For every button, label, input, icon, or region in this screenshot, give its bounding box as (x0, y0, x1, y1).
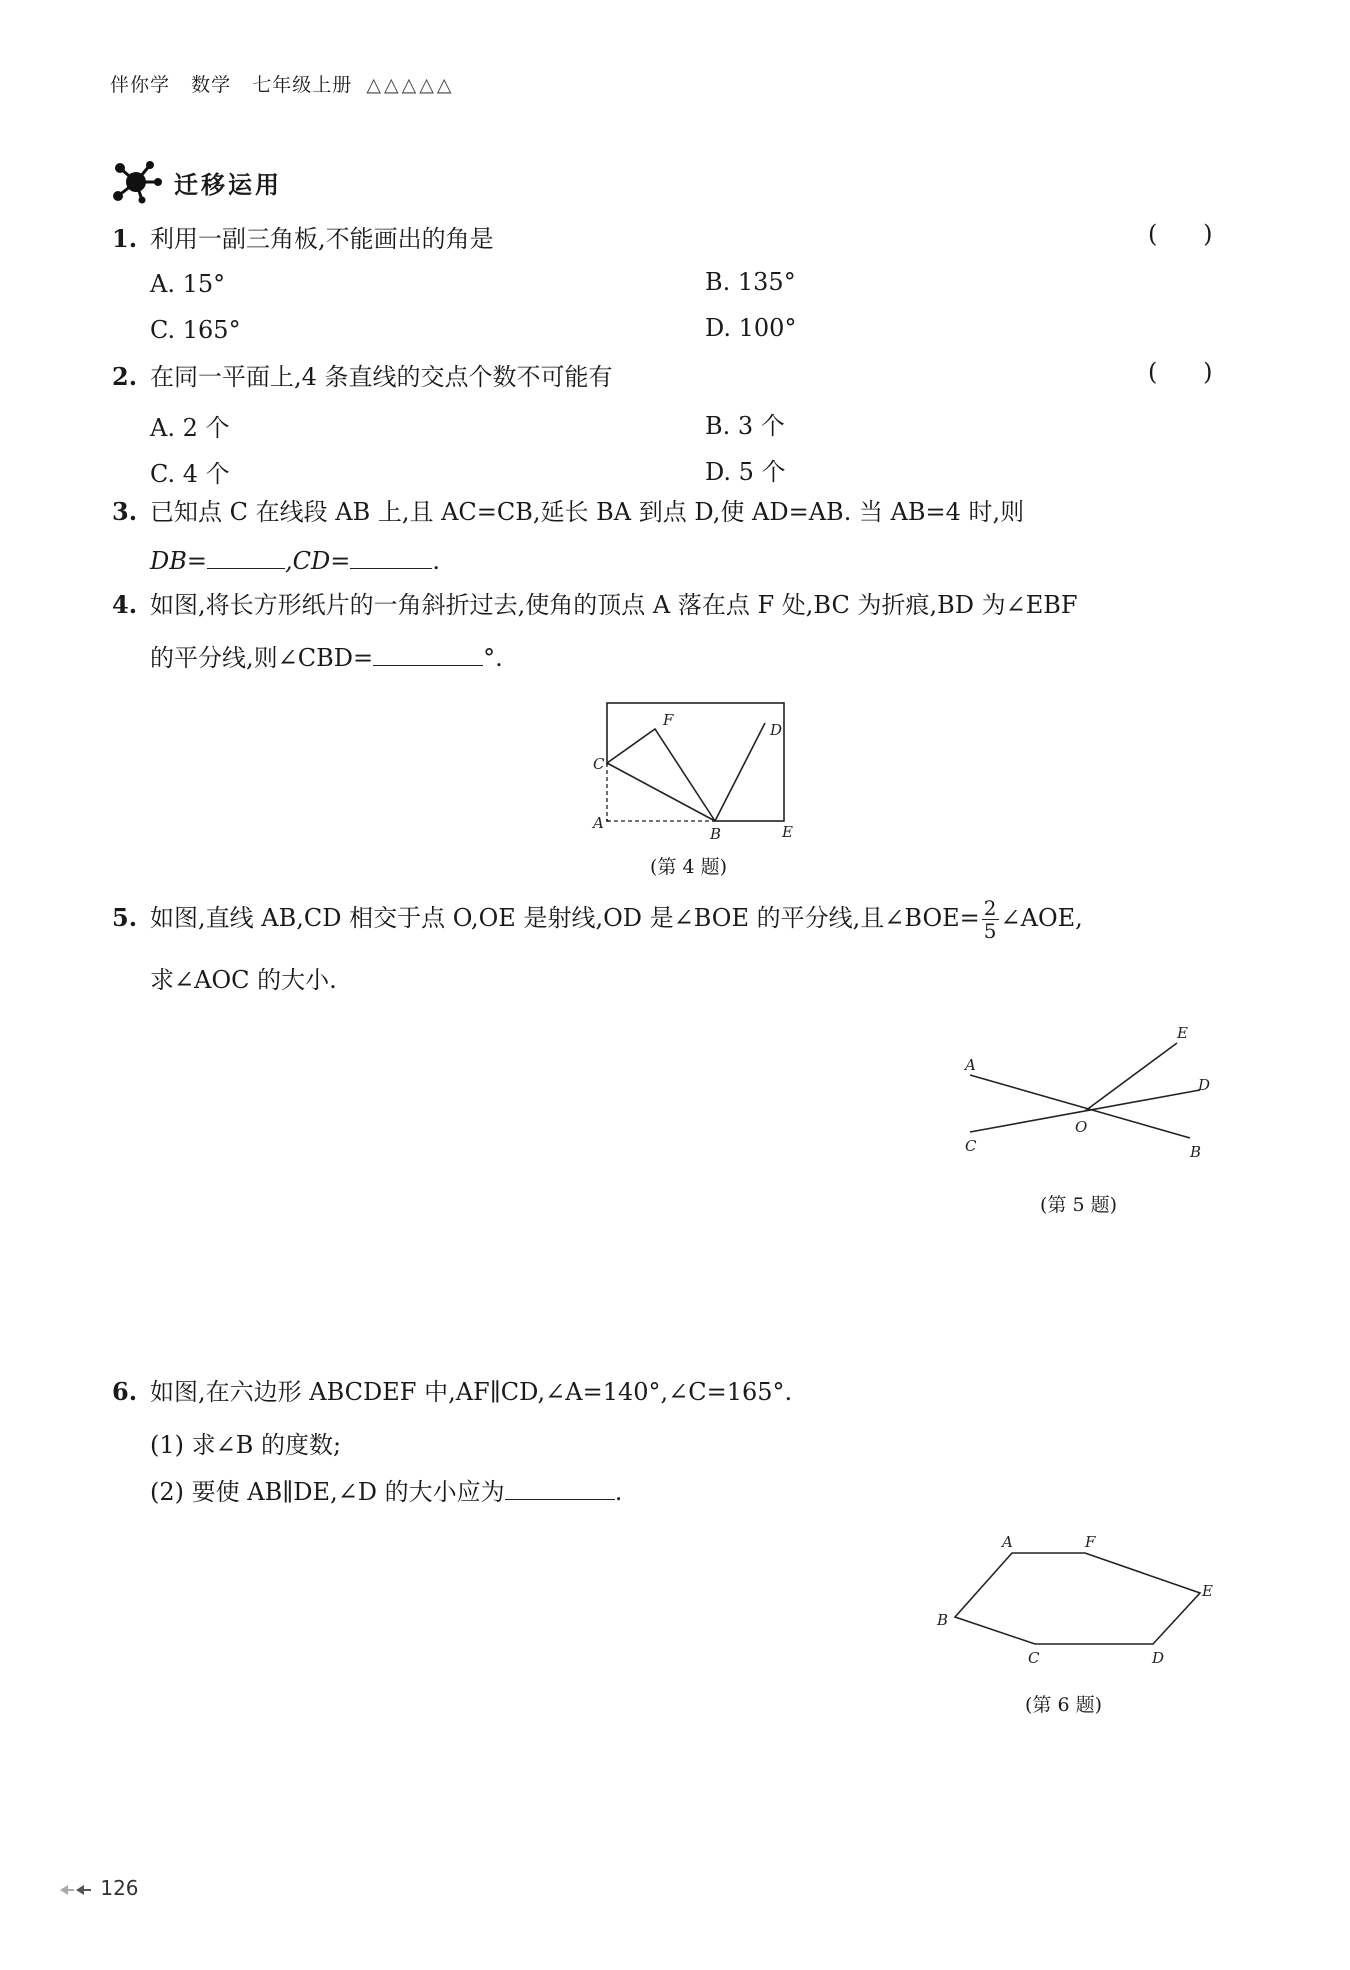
option-c: C. 165° (150, 316, 241, 344)
option-a: A. 15° (150, 270, 226, 298)
label-d: D (1198, 1076, 1211, 1094)
answer-bracket: ( ) (1148, 220, 1213, 248)
db-answer-blank[interactable] (207, 546, 285, 569)
period: . (614, 1478, 623, 1506)
angle-d-answer-blank[interactable] (505, 1477, 615, 1500)
question-text: 的平分线,则∠CBD= (150, 644, 374, 672)
question-6-part-2 (150, 1472, 622, 1507)
question-text: 如图,直线 AB,CD 相交于点 O,OE 是射线,OD 是∠BOE 的平分线,且∠BOE= (150, 904, 980, 932)
figure-6-caption: (第 6 题) (1025, 1694, 1102, 1716)
label-e: E (1202, 1582, 1213, 1600)
label-b: B (937, 1611, 949, 1629)
db-label: DB= (150, 547, 207, 575)
molecule-icon (112, 160, 164, 204)
grade: 七年级上册 (252, 74, 353, 96)
question-text: 利用一副三角板,不能画出的角是 (150, 225, 494, 253)
answer-bracket: ( ) (1148, 358, 1213, 386)
label-d: D (770, 721, 783, 739)
question-2 (112, 362, 613, 392)
question-number: 1. (112, 224, 138, 253)
question-number: 5. (112, 903, 138, 932)
rectangle-paper (607, 703, 784, 821)
question-1 (112, 224, 494, 254)
question-6-part-1: (1) 求∠B 的度数; (150, 1431, 342, 1459)
option-b: B. 3 个 (705, 412, 785, 440)
label-c: C (965, 1137, 977, 1155)
book-name: 伴你学 (110, 74, 171, 96)
question-number: 6. (112, 1377, 138, 1406)
question-5 (112, 897, 1083, 942)
question-4 (112, 590, 1078, 620)
label-a: A (1002, 1533, 1013, 1551)
page-number-area (60, 1876, 139, 1900)
figure-5-caption: (第 5 题) (1040, 1194, 1117, 1216)
option-c: C. 4 个 (150, 460, 230, 488)
question-text-tail: ∠AOE, (1000, 904, 1083, 932)
section-title: 迁移运用 (174, 170, 282, 199)
double-arrow-icon (60, 1883, 94, 1897)
figure-6-diagram (930, 1530, 1230, 1670)
question-5-line-2: 求∠AOC 的大小. (150, 966, 337, 994)
bisector-bd (715, 723, 765, 821)
label-o: O (1075, 1118, 1088, 1136)
label-f: F (663, 711, 674, 729)
hexagon-abcdef (955, 1553, 1200, 1644)
label-f: F (1085, 1533, 1096, 1551)
figure-4-diagram (585, 695, 805, 845)
question-3 (112, 497, 1024, 527)
section-heading (112, 160, 282, 204)
label-a: A (593, 814, 604, 832)
page-number: 126 (100, 1876, 139, 1900)
degree-suffix: °. (483, 644, 503, 672)
option-d: D. 100° (705, 314, 797, 342)
fraction-two-fifths (982, 897, 999, 942)
period: . (432, 547, 440, 575)
label-b: B (1190, 1143, 1202, 1161)
figure-4-caption: (第 4 题) (650, 856, 727, 878)
option-d: D. 5 个 (705, 458, 786, 486)
question-text: (2) 要使 AB∥DE,∠D 的大小应为 (150, 1478, 505, 1506)
label-a: A (965, 1056, 976, 1074)
label-d: D (1152, 1649, 1165, 1667)
label-e: E (1177, 1024, 1188, 1042)
label-b: B (710, 825, 722, 843)
question-6 (112, 1377, 792, 1407)
fraction-numerator: 2 (983, 896, 997, 920)
option-a: A. 2 个 (150, 414, 230, 442)
question-4-line-2 (150, 638, 503, 673)
fraction-denominator: 5 (983, 919, 997, 943)
question-text: 如图,在六边形 ABCDEF 中,AF∥CD,∠A=140°,∠C=165°. (150, 1378, 793, 1406)
question-number: 2. (112, 362, 138, 391)
folded-triangle (607, 729, 715, 821)
question-number: 4. (112, 590, 138, 619)
running-header (110, 70, 454, 97)
question-text: 如图,将长方形纸片的一角斜折过去,使角的顶点 A 落在点 F 处,BC 为折痕,BD 为∠EBF (150, 591, 1078, 619)
subject: 数学 (191, 74, 232, 96)
cd-answer-blank[interactable] (350, 546, 432, 569)
figure-5-diagram (955, 1010, 1230, 1170)
question-text: 在同一平面上,4 条直线的交点个数不可能有 (150, 363, 613, 391)
option-b: B. 135° (705, 268, 796, 296)
cd-label: ,CD= (285, 547, 351, 575)
question-3-line-2 (150, 546, 440, 575)
label-e: E (782, 823, 793, 841)
cbd-answer-blank[interactable] (373, 643, 483, 666)
label-c: C (593, 755, 605, 773)
question-number: 3. (112, 497, 138, 526)
triangle-marks: △△△△△ (366, 74, 455, 96)
label-c: C (1028, 1649, 1040, 1667)
ray-oe (1085, 1043, 1177, 1111)
question-text: 已知点 C 在线段 AB 上,且 AC=CB,延长 BA 到点 D,使 AD=AB. 当 AB=4 时,则 (150, 498, 1025, 526)
